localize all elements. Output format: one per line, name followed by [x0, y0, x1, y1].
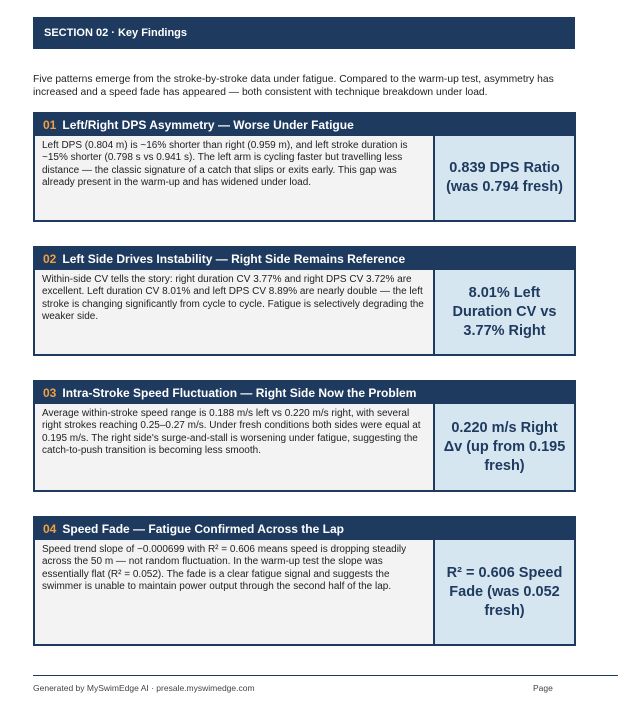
finding-stat: 0.839 DPS Ratio (was 0.794 fresh): [435, 136, 574, 220]
footer-credit: Generated by MySwimEdge AI · presale.myswimedge.com: [33, 683, 255, 693]
finding-title: Intra-Stroke Speed Fluctuation — Right Side Now the Problem: [62, 386, 417, 400]
finding-number: 04: [43, 522, 57, 536]
finding-card-01: [33, 112, 576, 222]
finding-text: Left DPS (0.804 m) is ~16% shorter than right (0.959 m), and left stroke duration is ~15% shorter (0.798 s vs 0.941 s). The left arm is cycling faster but travelling less distance — the classic signature of a catch that slips or exits early. This gap was already present in the warm-up and has widened under load.: [35, 136, 433, 220]
finding-number: 02: [43, 252, 57, 266]
section-title: SECTION 02 · Key Findings: [44, 27, 188, 39]
finding-card-02: [33, 246, 576, 356]
finding-text: Speed trend slope of −0.000699 with R² = 0.606 means speed is dropping steadily across the 50 m — not random fluctuation. In the warm-up test the slope was essentially flat (R² = 0.052). The fade is a clear fatigue signal and suggests the swimmer is unable to maintain power output through the second half of the lap.: [35, 540, 433, 644]
finding-number: 03: [43, 386, 57, 400]
footer-page-label: Page: [533, 683, 553, 693]
section-banner: [33, 17, 575, 49]
finding-card-04: [33, 516, 576, 646]
finding-title: Left/Right DPS Asymmetry — Worse Under Fatigue: [62, 118, 354, 132]
finding-number: 01: [43, 118, 57, 132]
finding-stat: R² = 0.606 Speed Fade (was 0.052 fresh): [435, 540, 574, 644]
finding-header: [35, 114, 574, 136]
intro-paragraph: Five patterns emerge from the stroke-by-stroke data under fatigue. Compared to the warm-up test, asymmetry has increased and a speed fade has appeared — both consistent with technique breakdown under load.: [33, 74, 554, 98]
finding-stat: 0.220 m/s Right Δv (up from 0.195 fresh): [435, 404, 574, 490]
finding-body: [35, 136, 574, 220]
finding-card-03: [33, 380, 576, 492]
finding-text: Within-side CV tells the story: right duration CV 3.77% and right DPS CV 3.72% are excellent. Left duration CV 8.01% and left DPS CV 8.89% are nearly double — the left stroke is changing significantly from cycle to cycle. Fatigue is selectively degrading the weaker side.: [35, 270, 433, 354]
footer-divider: [33, 675, 618, 676]
finding-text: Average within-stroke speed range is 0.188 m/s left vs 0.220 m/s right, with several right strokes reaching 0.25–0.27 m/s. Under fresh conditions both sides were equal at 0.195 m/s. The right side's surge-and-stall is worsening under fatigue, suggesting the catch-to-push transition is becoming less smooth.: [35, 404, 433, 490]
finding-body: [35, 540, 574, 644]
finding-body: [35, 404, 574, 490]
finding-stat: 8.01% Left Duration CV vs 3.77% Right: [435, 270, 574, 354]
finding-header: [35, 382, 574, 404]
finding-header: [35, 248, 574, 270]
finding-body: [35, 270, 574, 354]
finding-header: [35, 518, 574, 540]
finding-title: Speed Fade — Fatigue Confirmed Across the Lap: [62, 522, 344, 536]
finding-title: Left Side Drives Instability — Right Side Remains Reference: [62, 252, 406, 266]
